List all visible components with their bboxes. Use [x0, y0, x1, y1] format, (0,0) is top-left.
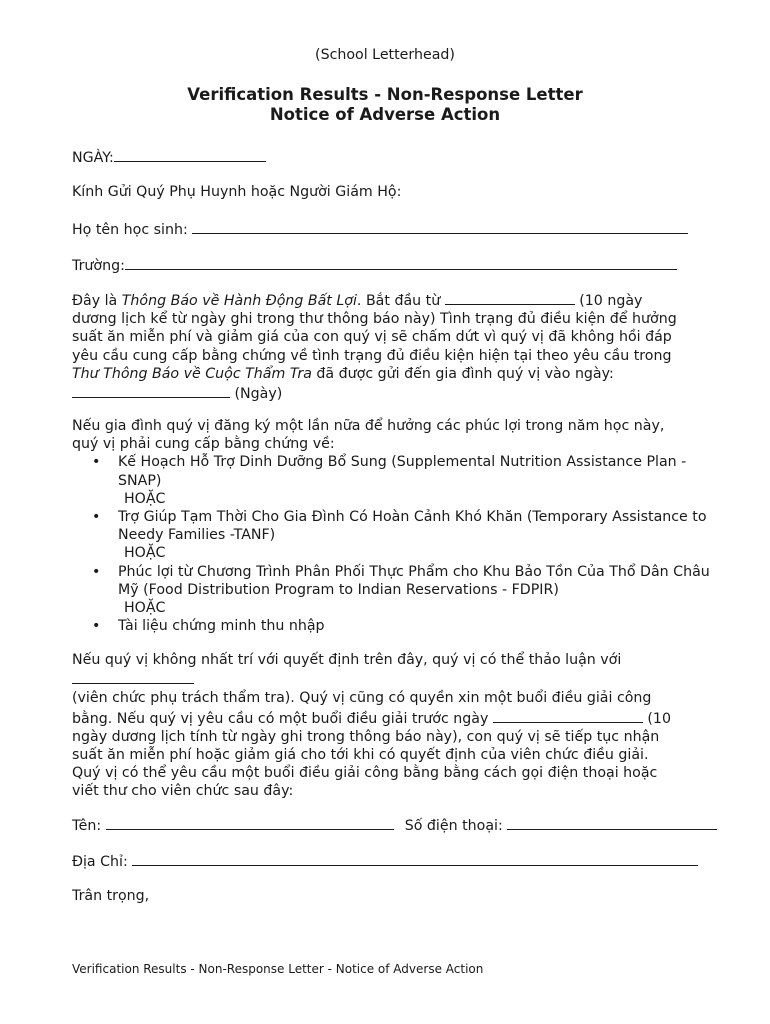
date-row [72, 147, 266, 167]
notice-title-italic: Thông Báo về Hành Động Bất Lợi [121, 293, 357, 309]
address-blank[interactable] [132, 851, 698, 866]
or-label: HOẶC [124, 600, 166, 617]
para1-line-1: Đây là Thông Báo về Hành Động Bất Lợi. Bắt đầu từ (10 ngày [72, 290, 722, 310]
or-label: HOẶC [124, 490, 166, 507]
name-blank[interactable] [106, 815, 394, 830]
page-footer: Verification Results - Non-Response Letter - Notice of Adverse Action [72, 962, 484, 976]
list-item-income: • Tài liệu chứng minh thu nhập [72, 617, 722, 635]
adverse-action-paragraph [72, 290, 722, 403]
name-label: Tên: [72, 818, 102, 834]
para3-line-7: Quý vị có thể yêu cầu một buổi điều giải công bằng bằng cách gọi điện thoại hoặc [72, 765, 658, 782]
reapply-paragraph [72, 417, 722, 635]
contact-row [72, 815, 717, 835]
title-line-2: Notice of Adverse Action [269, 105, 501, 124]
hearing-paragraph [72, 651, 722, 801]
date-label: NGÀY: [72, 150, 114, 166]
title-line-1: Verification Results - Non-Response Letter [187, 85, 583, 104]
or-label: HOẶC [124, 545, 166, 562]
date-blank[interactable] [114, 147, 266, 162]
verification-letter-italic: Thư Thông Báo về Cuộc Thẩm Tra [72, 365, 312, 382]
closing: Trân trọng, [72, 888, 150, 904]
school-label: Trường: [72, 258, 125, 274]
phone-blank[interactable] [507, 815, 717, 830]
para2-line-2: quý vị phải cung cấp bằng chứng về: [72, 436, 335, 453]
list-item-snap: • Kế Hoạch Hỗ Trợ Dinh Dưỡng Bổ Sung (Supplemental Nutrition Assistance Plan - SNAP) [72, 453, 722, 489]
para1-line-4: yêu cầu cung cấp bằng chứng về tình trạng đủ điều kiện hiện tại theo yêu cầu trong [72, 347, 672, 364]
phone-label: Số điện thoại: [404, 818, 503, 834]
evidence-list [72, 453, 722, 635]
hearing-date-blank[interactable] [493, 708, 643, 723]
official-blank[interactable] [72, 669, 194, 684]
para3-line-8: viết thư cho viên chức sau đây: [72, 783, 294, 800]
start-date-blank[interactable] [445, 290, 575, 305]
school-row [72, 255, 677, 275]
para1-line-5: Thư Thông Báo về Cuộc Thẩm Tra đã được gửi đến gia đình quý vị vào ngày: [72, 365, 614, 382]
student-row [72, 219, 688, 239]
student-name-blank[interactable] [192, 219, 688, 234]
para3-line-4: bằng. Nếu quý vị yêu cầu có một buổi điều giải trước ngày (10 [72, 708, 722, 728]
para1-line-3: suất ăn miễn phí và giảm giá của con quý vị sẽ chấm dứt vì quý vị đã không hồi đáp [72, 329, 672, 346]
address-label: Địa Chỉ: [72, 854, 128, 870]
para3-line-2 [72, 669, 722, 689]
salutation: Kính Gửi Quý Phụ Huynh hoặc Người Giám Hộ: [72, 184, 402, 200]
student-label: Họ tên học sinh: [72, 222, 188, 238]
para3-line-3: (viên chức phụ trách thẩm tra). Quý vị cũng có quyền xin một buổi điều giải công [72, 690, 652, 707]
para1-line-2: dương lịch kể từ ngày ghi trong thư thông báo này) Tình trạng đủ điều kiện để hưởng [72, 311, 677, 328]
school-blank[interactable] [125, 255, 677, 270]
letterhead: (School Letterhead) [315, 47, 455, 63]
list-item-tanf: • Trợ Giúp Tạm Thời Cho Gia Đình Có Hoàn Cảnh Khó Khăn (Temporary Assistance to Needy Families -TANF) [72, 508, 722, 544]
para3-line-5: ngày dương lịch tính từ ngày ghi trong thông báo này), con quý vị sẽ tiếp tục nhận [72, 728, 660, 745]
sent-date-blank[interactable] [72, 383, 230, 398]
address-row [72, 851, 698, 871]
list-item-fdpir: • Phúc lợi từ Chương Trình Phân Phối Thực Phẩm cho Khu Bảo Tồn Của Thổ Dân Châu Mỹ (Food Distribution Program to Indian Reservations - FDPIR) [72, 563, 722, 599]
para1-line-6: (Ngày) [72, 383, 722, 403]
para2-line-1: Nếu gia đình quý vị đăng ký một lần nữa để hưởng các phúc lợi trong năm học này, [72, 418, 665, 434]
para3-line-6: suất ăn miễn phí hoặc giảm giá cho tới khi có quyết định của viên chức điều giải. [72, 747, 649, 764]
para3-line-1: Nếu quý vị không nhất trí với quyết định trên đây, quý vị có thể thảo luận với [72, 652, 622, 668]
